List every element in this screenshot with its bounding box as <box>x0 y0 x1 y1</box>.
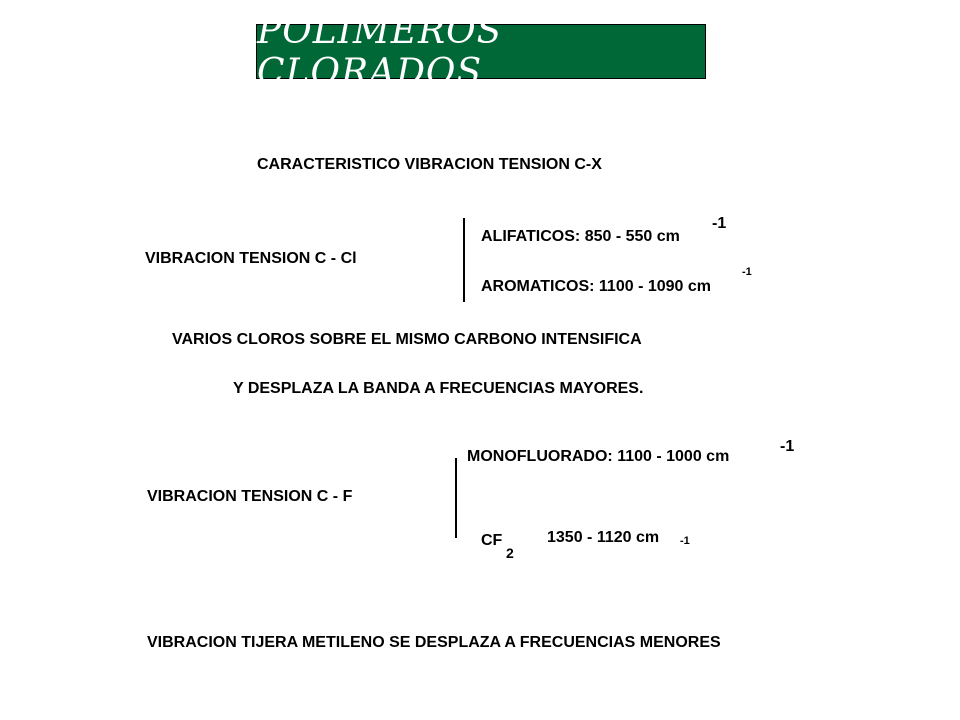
label-c-f: VIBRACION TENSION C - F <box>147 488 353 505</box>
footer-note: VIBRACION TIJERA METILENO SE DESPLAZA A FRECUENCIAS MENORES <box>147 634 721 651</box>
cf2-formula: CF <box>481 532 503 549</box>
note-line-1: VARIOS CLOROS SOBRE EL MISMO CARBONO INTENSIFICA <box>172 331 642 348</box>
bracket-c-cl <box>463 218 465 302</box>
aliphatic-range: ALIFATICOS: 850 - 550 cm <box>481 228 680 245</box>
cf2-range: 1350 - 1120 cm <box>547 529 660 546</box>
cf2-exponent: -1 <box>680 535 690 547</box>
bracket-c-f <box>455 458 457 538</box>
heading: CARACTERISTICO VIBRACION TENSION C-X <box>257 156 602 173</box>
monofluoro-range: MONOFLUORADO: 1100 - 1000 cm <box>467 448 730 465</box>
title-box <box>256 10 706 93</box>
monofluoro-exponent: -1 <box>780 438 795 455</box>
note-line-2: Y DESPLAZA LA BANDA A FRECUENCIAS MAYORES. <box>233 380 644 397</box>
label-c-cl: VIBRACION TENSION C - Cl <box>145 250 357 267</box>
cf2-subscript: 2 <box>506 545 514 561</box>
aliphatic-exponent: -1 <box>712 215 727 232</box>
page-title: POLIMEROS CLORADOS <box>257 10 503 93</box>
aromatic-exponent: -1 <box>742 266 752 278</box>
aromatic-range: AROMATICOS: 1100 - 1090 cm <box>481 278 712 295</box>
